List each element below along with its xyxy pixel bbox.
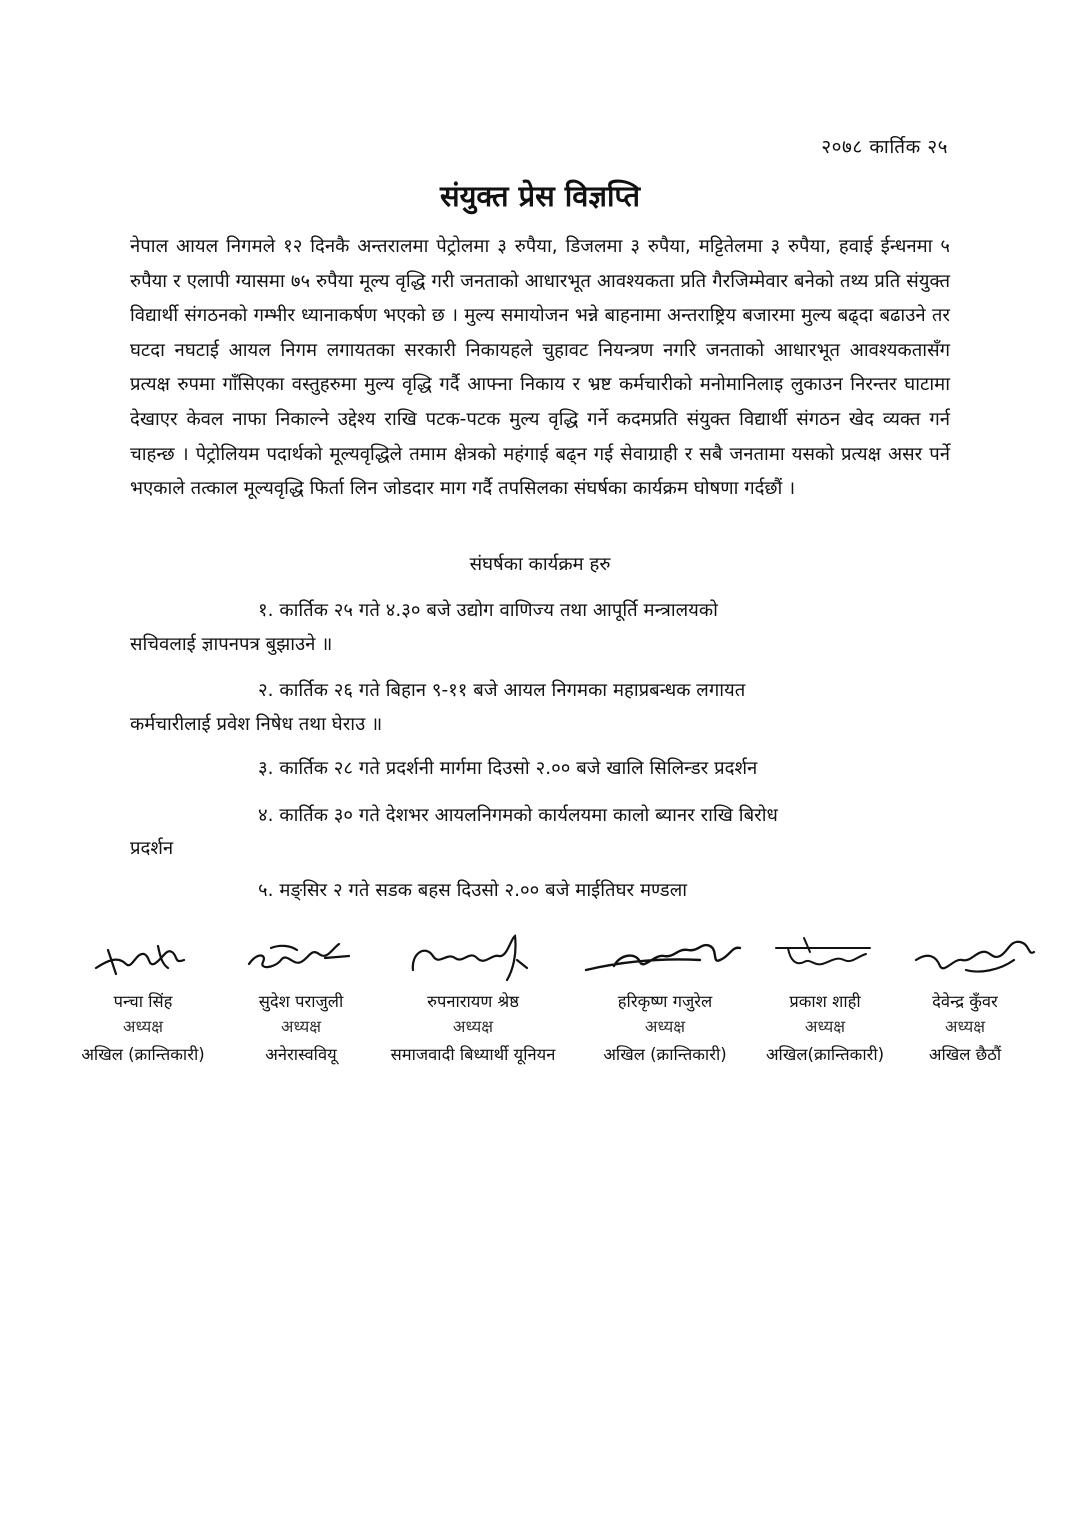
signature-image: [368, 930, 578, 988]
signatories-block: [68, 930, 1028, 1080]
program-item-1: [130, 594, 950, 662]
signatory-6: [910, 930, 1020, 1070]
signatory-org: समाजवादी बिध्यार्थी यूनियन: [390, 1045, 556, 1064]
signature-image: [226, 930, 376, 988]
signatory-name: सुदेश पराजुली: [258, 992, 344, 1011]
signatory-role: अध्यक्ष: [644, 1017, 686, 1036]
signatory-2: [226, 930, 376, 1070]
signatory-role: अध्यक्ष: [122, 1017, 164, 1036]
signatory-org: अखिल (क्रान्तिकारी): [81, 1045, 205, 1064]
signature-image: [68, 930, 218, 988]
signatory-org: अनेरास्ववियू: [265, 1045, 337, 1064]
program-item-1-line1: १. कार्तिक २५ गते ४.३० बजे उद्योग वाणिज्य तथा आपूर्ति मन्त्रालयको: [258, 600, 718, 621]
signatory-role: अध्यक्ष: [804, 1017, 846, 1036]
signatory-org: अखिल(क्रान्तिकारी): [765, 1045, 885, 1064]
signatory-role: अध्यक्ष: [944, 1017, 986, 1036]
program-item-4-continued: [130, 832, 950, 866]
program-item-5: [130, 874, 950, 908]
program-item-4-line2: प्रदर्शन: [130, 838, 174, 859]
program-item-2-line1: २. कार्तिक २६ गते बिहान ९-११ बजे आयल निगमका महाप्रबन्धक लगायत: [258, 680, 746, 701]
signatory-1: [68, 930, 218, 1070]
signatory-role: अध्यक्ष: [280, 1017, 322, 1036]
signatory-role: अध्यक्ष: [452, 1017, 494, 1036]
signatory-org: अखिल (क्रान्तिकारी): [603, 1045, 727, 1064]
signatory-name: देवेन्द्र कुँवर: [932, 992, 998, 1011]
signatory-name: रुपनारायण श्रेष्ठ: [427, 992, 519, 1011]
signatory-3: [368, 930, 578, 1070]
signatory-4: [580, 930, 750, 1070]
document-title: संयुक्त प्रेस विज्ञप्ति: [440, 179, 640, 213]
signature-image: [750, 930, 900, 988]
program-item-5-line1: ५. मङ्सिर २ गते सडक बहस दिउसो २.०० बजे माईतिघर मण्डला: [258, 880, 688, 901]
signatory-org: अखिल छैठौं: [928, 1045, 1002, 1064]
signature-image: [910, 930, 1020, 988]
program-item-2-line2: कर्मचारीलाई प्रवेश निषेध तथा घेराउ ॥: [130, 714, 383, 735]
program-item-3-line1: ३. कार्तिक २८ गते प्रदर्शनी मार्गमा दिउसो २.०० बजे खालि सिलिन्डर प्रदर्शन: [258, 758, 758, 779]
program-item-4: [130, 799, 950, 833]
program-item-4-line1: ४. कार्तिक ३० गते देशभर आयलनिगमको कार्यलयमा कालो ब्यानर राखि बिरोध: [258, 805, 778, 826]
program-item-3: [130, 752, 950, 786]
signature-image: [580, 930, 750, 988]
signatory-name: प्रकाश शाही: [789, 992, 861, 1011]
program-item-2: [130, 674, 950, 742]
signatory-5: [750, 930, 900, 1070]
signatory-name: पन्चा सिंह: [113, 992, 173, 1011]
body-paragraph: नेपाल आयल निगमले १२ दिनकै अन्तरालमा पेट्रोलमा ३ रुपैया, डिजलमा ३ रुपैया, मट्टितेलमा ३ रुपैया, हवाई ईन्धनमा ५ रुपैया र एलापी ग्यासमा ७५ रुपैया मूल्य वृद्धि गरी जनताको आधारभूत आवश्यकता प्रति गैरजिम्मेवार बनेको तथ्य प्रति संयुक्त विद्यार्थी संगठनको गम्भीर ध्यानाकर्षण भएको छ । मुल्य समायोजन भन्ने बाहनामा अन्तराष्ट्रिय बजारमा मुल्य बढ्दा बढाउने तर घटदा नघटाई आयल निगम लगायतका सरकारी निकायहले चुहावट नियन्त्रण नगरि जनताको आधारभूत आवश्यकतासँग प्रत्यक्ष रुपमा गाँसिएका वस्तुहरुमा मुल्य वृद्धि गर्दै आफ्ना निकाय र भ्रष्ट कर्मचारीको मनोमानिलाइ लुकाउन निरन्तर घाटामा देखाएर केवल नाफा निकाल्ने उद्देश्य राखि पटक-पटक मुल्य वृद्धि गर्ने कदमप्रति संयुक्त विद्यार्थी संगठन खेद व्यक्त गर्न चाहन्छ । पेट्रोलियम पदार्थको मूल्यवृद्धिले तमाम क्षेत्रको महंगाई बढ्न गई सेवाग्राही र सबै जनतामा यसको प्रत्यक्ष असर पर्ने भएकाले तत्काल मूल्यवृद्धि फिर्ता लिन जोडदार माग गर्दै तपसिलका संघर्षका कार्यक्रम घोषणा गर्दछौं ।: [130, 236, 950, 500]
program-item-1-line2: सचिवलाई ज्ञापनपत्र बुझाउने ॥: [130, 634, 333, 655]
programs-heading: संघर्षका कार्यक्रम हरु: [469, 554, 611, 575]
signatory-name: हरिकृष्ण गजुरेल: [617, 992, 713, 1011]
release-date: २०७८ कार्तिक २५: [821, 136, 948, 158]
